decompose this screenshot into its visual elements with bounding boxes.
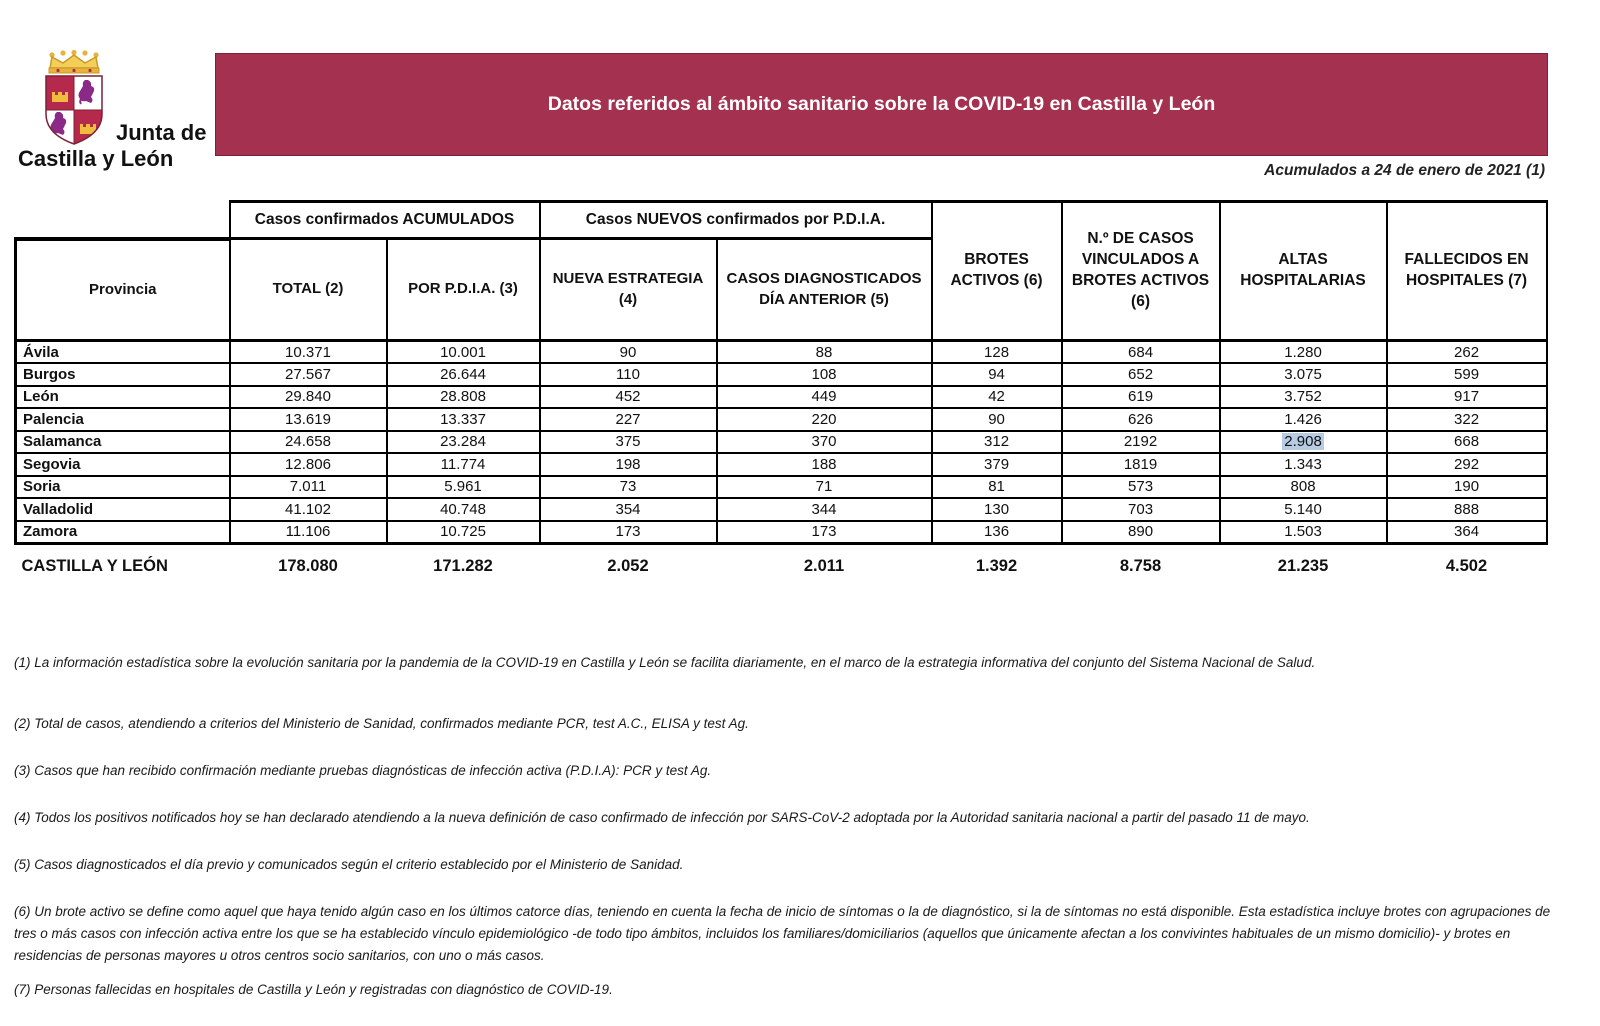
value-cell: 90 xyxy=(932,408,1062,431)
total-row xyxy=(16,543,1547,578)
value-cell: 262 xyxy=(1387,341,1547,364)
value-cell: 73 xyxy=(540,476,717,499)
value-cell: 128 xyxy=(932,341,1062,364)
value-cell: 130 xyxy=(932,498,1062,521)
logo-text-line1: Junta de xyxy=(116,120,207,145)
value-cell: 599 xyxy=(1387,363,1547,386)
footnote: (7) Personas fallecidas en hospitales de Castilla y León y registradas con diagnóstico de COVID-19. xyxy=(14,982,613,997)
group-header-nuevos-pdia: Casos NUEVOS confirmados por P.D.I.A. xyxy=(540,202,932,239)
value-cell: 1.426 xyxy=(1220,408,1387,431)
value-cell: 198 xyxy=(540,453,717,476)
total-value: 8.758 xyxy=(1062,543,1220,578)
value-cell: 626 xyxy=(1062,408,1220,431)
value-cell: 573 xyxy=(1062,476,1220,499)
value-cell: 88 xyxy=(717,341,932,364)
value-cell: 10.725 xyxy=(387,521,540,544)
value-cell: 890 xyxy=(1062,521,1220,544)
total-value: 171.282 xyxy=(387,543,540,578)
value-cell: 13.337 xyxy=(387,408,540,431)
col-header-casos-vinculados: N.º DE CASOS VINCULADOS A BROTES ACTIVOS (6) xyxy=(1062,202,1220,341)
value-cell: 11.106 xyxy=(230,521,387,544)
province-cell: Burgos xyxy=(16,363,230,386)
value-cell: 28.808 xyxy=(387,386,540,409)
footnote: (3) Casos que han recibido confirmación mediante pruebas diagnósticas de infección activa (P.D.I.A): PCR y test Ag. xyxy=(14,763,712,778)
value-cell: 110 xyxy=(540,363,717,386)
province-cell: Soria xyxy=(16,476,230,499)
value-cell: 1819 xyxy=(1062,453,1220,476)
value-cell: 29.840 xyxy=(230,386,387,409)
value-cell: 888 xyxy=(1387,498,1547,521)
value-cell: 379 xyxy=(932,453,1062,476)
covid-data-table xyxy=(14,200,1545,578)
value-cell: 94 xyxy=(932,363,1062,386)
table-row xyxy=(16,386,1547,409)
table-row xyxy=(16,341,1547,364)
value-cell: 344 xyxy=(717,498,932,521)
value-cell: 190 xyxy=(1387,476,1547,499)
footnote: (4) Todos los positivos notificados hoy se han declarado atendiendo a la nueva definición de caso confirmado de infección por SARS-CoV-2 adoptada por la Autoridad sanitaria nacional a partir del pasado 11 de mayo. xyxy=(14,810,1310,825)
value-cell: 375 xyxy=(540,431,717,454)
value-cell: 188 xyxy=(717,453,932,476)
value-cell: 3.075 xyxy=(1220,363,1387,386)
value-cell: 5.961 xyxy=(387,476,540,499)
value-cell: 40.748 xyxy=(387,498,540,521)
value-cell: 354 xyxy=(540,498,717,521)
value-cell: 136 xyxy=(932,521,1062,544)
selected-value: 2.908 xyxy=(1284,433,1322,451)
header-spacer xyxy=(16,202,230,239)
total-value: 21.235 xyxy=(1220,543,1387,578)
col-header-fallecidos: FALLECIDOS EN HOSPITALES (7) xyxy=(1387,202,1547,341)
value-cell: 1.343 xyxy=(1220,453,1387,476)
col-header-total: TOTAL (2) xyxy=(230,239,387,341)
value-cell: 10.001 xyxy=(387,341,540,364)
value-cell: 173 xyxy=(540,521,717,544)
footnotes xyxy=(14,652,1562,1026)
group-header-acumulados: Casos confirmados ACUMULADOS xyxy=(230,202,540,239)
col-header-nueva-estrategia: NUEVA ESTRATEGIA (4) xyxy=(540,239,717,341)
value-cell: 13.619 xyxy=(230,408,387,431)
value-cell: 11.774 xyxy=(387,453,540,476)
table-row xyxy=(16,431,1547,454)
value-cell: 71 xyxy=(717,476,932,499)
value-cell: 703 xyxy=(1062,498,1220,521)
value-cell: 42 xyxy=(932,386,1062,409)
value-cell: 220 xyxy=(717,408,932,431)
value-cell: 173 xyxy=(717,521,932,544)
table-row xyxy=(16,453,1547,476)
total-value: 2.052 xyxy=(540,543,717,578)
value-cell: 449 xyxy=(717,386,932,409)
value-cell: 81 xyxy=(932,476,1062,499)
footnote: (6) Un brote activo se define como aquel que haya tenido algún caso en los últimos catorce días, teniendo en cuenta la fecha de inicio de síntomas o la de diagnóstico, si la de síntomas no está disponible. Esta estadística incluye brotes con agrupaciones de tres o más casos con infección activa entre los que se ha establecido vínculo epidemiológico -de todo tipo ámbitos, incluidos los familiares/domiciliarios (aquellos que únicamente afectan a los convivintes habituales de un mismo domicilio)- y brotes en residencias de personas mayores u otros centros socio sanitarios, con uno o más casos. xyxy=(14,904,1551,963)
table-row xyxy=(16,476,1547,499)
value-cell: 1.280 xyxy=(1220,341,1387,364)
value-cell: 452 xyxy=(540,386,717,409)
value-cell: 108 xyxy=(717,363,932,386)
col-header-brotes-activos: BROTES ACTIVOS (6) xyxy=(932,202,1062,341)
value-cell: 364 xyxy=(1387,521,1547,544)
value-cell: 2192 xyxy=(1062,431,1220,454)
value-cell: 3.752 xyxy=(1220,386,1387,409)
value-cell: 619 xyxy=(1062,386,1220,409)
value-cell: 322 xyxy=(1387,408,1547,431)
footnote: (2) Total de casos, atendiendo a criterios del Ministerio de Sanidad, confirmados mediante PCR, test A.C., ELISA y test Ag. xyxy=(14,716,749,731)
total-label: CASTILLA Y LEÓN xyxy=(16,543,230,578)
value-cell: 370 xyxy=(717,431,932,454)
value-cell: 684 xyxy=(1062,341,1220,364)
table-row xyxy=(16,363,1547,386)
value-cell: 24.658 xyxy=(230,431,387,454)
col-header-provincia: Provincia xyxy=(16,239,230,341)
total-value: 4.502 xyxy=(1387,543,1547,578)
table-row xyxy=(16,408,1547,431)
title-banner xyxy=(215,53,1548,156)
value-cell: 10.371 xyxy=(230,341,387,364)
logo-text-line2: Castilla y León xyxy=(18,146,174,171)
value-cell: 12.806 xyxy=(230,453,387,476)
value-cell: 7.011 xyxy=(230,476,387,499)
province-cell: Ávila xyxy=(16,341,230,364)
value-cell: 312 xyxy=(932,431,1062,454)
value-cell: 5.140 xyxy=(1220,498,1387,521)
value-cell: 808 xyxy=(1220,476,1387,499)
value-cell: 26.644 xyxy=(387,363,540,386)
table-row xyxy=(16,521,1547,544)
total-value: 2.011 xyxy=(717,543,932,578)
coat-of-arms-icon xyxy=(38,50,110,146)
province-cell: León xyxy=(16,386,230,409)
value-cell: 917 xyxy=(1387,386,1547,409)
col-header-por-pdia: POR P.D.I.A. (3) xyxy=(387,239,540,341)
value-cell: 90 xyxy=(540,341,717,364)
footnote: (5) Casos diagnosticados el día previo y comunicados según el criterio establecido por el Ministerio de Sanidad. xyxy=(14,857,684,872)
page-title: Datos referidos al ámbito sanitario sobre la COVID-19 en Castilla y León xyxy=(547,93,1216,115)
col-header-altas-hospitalarias: ALTAS HOSPITALARIAS xyxy=(1220,202,1387,341)
value-cell: 668 xyxy=(1387,431,1547,454)
table-row xyxy=(16,498,1547,521)
footnote: (1) La información estadística sobre la evolución sanitaria por la pandemia de la COVID-19 en Castilla y León se facilita diariamente, en el marco de la estrategia informativa del conjunto del Sistema Nacional de Salud. xyxy=(14,655,1316,670)
province-cell: Salamanca xyxy=(16,431,230,454)
value-cell: 27.567 xyxy=(230,363,387,386)
value-cell: 41.102 xyxy=(230,498,387,521)
province-cell: Zamora xyxy=(16,521,230,544)
value-cell: 227 xyxy=(540,408,717,431)
province-cell: Valladolid xyxy=(16,498,230,521)
total-value: 1.392 xyxy=(932,543,1062,578)
total-value: 178.080 xyxy=(230,543,387,578)
junta-castilla-leon-logo xyxy=(18,50,232,171)
value-cell: 23.284 xyxy=(387,431,540,454)
province-cell: Segovia xyxy=(16,453,230,476)
accumulated-date-line: Acumulados a 24 de enero de 2021 (1) xyxy=(1264,162,1545,179)
value-cell: 652 xyxy=(1062,363,1220,386)
col-header-casos-diagnosticados: CASOS DIAGNOSTICADOS DÍA ANTERIOR (5) xyxy=(717,239,932,341)
province-cell: Palencia xyxy=(16,408,230,431)
table-body xyxy=(16,341,1547,544)
value-cell: 292 xyxy=(1387,453,1547,476)
value-cell xyxy=(1220,431,1387,454)
value-cell: 1.503 xyxy=(1220,521,1387,544)
